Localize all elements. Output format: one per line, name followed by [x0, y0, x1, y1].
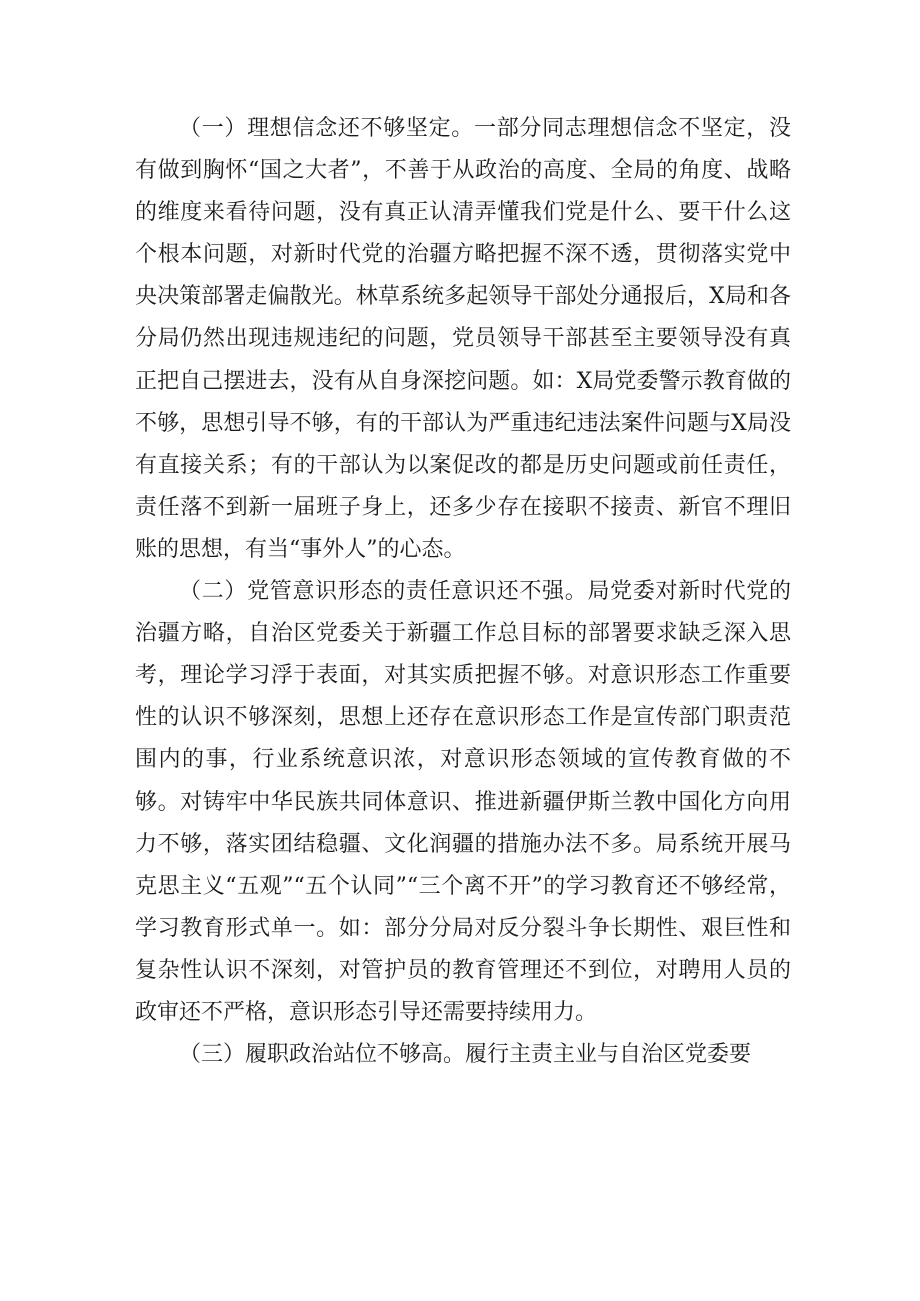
paragraph-body: 局党委对新时代党的治疆方略，自治区党委关于新疆工作总目标的部署要求缺乏深入思考，理论学习浮于表面，对其实质把握不够。对意识形态工作重要性的认识不够深刻，思想上还存在意识形态工作是宣传部门职责范围内的事，行业系统意识浓，对意识形态领域的宣传教育做的不够。对铸牢中华民族共同体意识、推进新疆伊斯兰教中国化方向用力不够，落实团结稳疆、文化润疆的措施办法不多。局系统开展马克思主义“五观”“五个认同”“三个离不开”的学习教育还不够经常，学习教育形式单一。如：部分分局对反分裂斗争长期性、艰巨性和复杂性认识不深刻，对管护员的教育管理还不到位，对聘用人员的政审还不严格，意识形态引导还需要持续用力。 — [135, 579, 791, 1025]
paragraph-body: 履行主责主业与自治区党委要 — [465, 1042, 752, 1068]
paragraph-heading: （二）党管意识形态的责任意识还不强。 — [179, 579, 588, 605]
paragraph-ideology-responsibility — [135, 571, 791, 1034]
paragraph-ideals-belief — [135, 108, 791, 571]
document-body — [135, 108, 791, 1076]
paragraph-heading: （一）理想信念还不够坚定。 — [179, 116, 474, 141]
paragraph-heading: （三）履职政治站位不够高。 — [179, 1042, 466, 1068]
paragraph-political-standing — [135, 1034, 791, 1076]
paragraph-body: 一部分同志理想信念不坚定，没有做到胸怀“国之大者”，不善于从政治的高度、全局的角度、战略的维度来看待问题，没有真正认清弄懂我们党是什么、要干什么这个根本问题，对新时代党的治疆方略把握不深不透，贯彻落实党中央决策部署走偏散光。林草系统多起领导干部处分通报后，X局和各分局仍然出现违规违纪的问题，党员领导干部甚至主要领导没有真正把自己摆进去，没有从自身深挖问题。如：X局党委警示教育做的不够，思想引导不够，有的干部认为严重违纪违法案件问题与X局没有直接关系；有的干部认为以案促改的都是历史问题或前任责任，责任落不到新一届班子身上，还多少存在接职不接责、新官不理旧账的思想，有当“事外人”的心态。 — [135, 116, 791, 562]
